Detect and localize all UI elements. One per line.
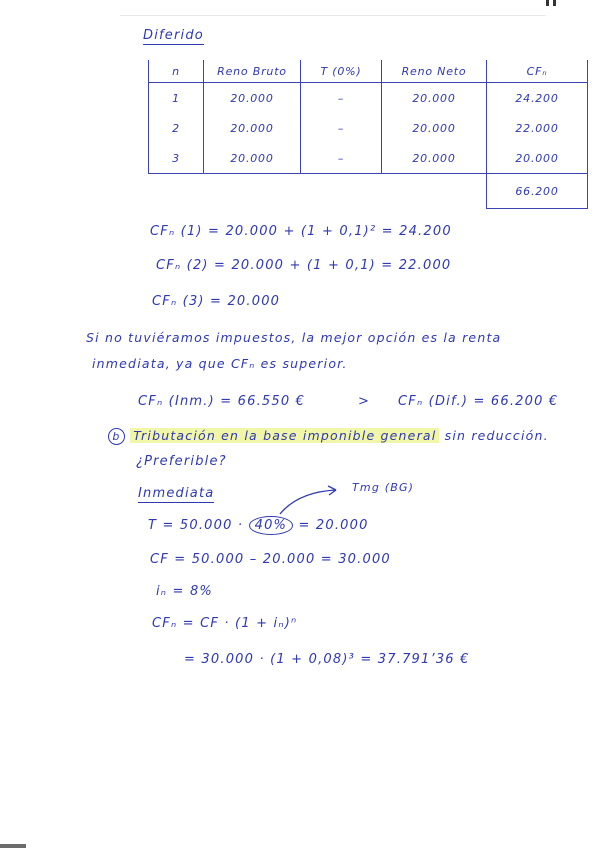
total-spacer [149, 174, 487, 209]
interest-line: iₙ = 8% [156, 584, 213, 599]
cell-gross: 20.000 [204, 143, 301, 174]
header-net-income: Reno Neto [382, 60, 487, 83]
conclusion-line-2: inmediata, ya que CFₙ es superior. [92, 356, 348, 371]
cell-net: 20.000 [382, 113, 487, 143]
formula-cfn-3: CFₙ (3) = 20.000 [152, 294, 281, 309]
scan-edge-mark [0, 844, 26, 848]
question-label: b [108, 428, 125, 445]
question-line-1 [108, 428, 549, 445]
table-row [149, 83, 588, 114]
cell-cfn: 24.200 [487, 83, 588, 114]
tax-line [148, 516, 369, 535]
cell-net: 20.000 [382, 83, 487, 114]
cell-tax: – [301, 113, 382, 143]
cfn-formula-line: CFₙ = CF · (1 + iₙ)ⁿ [152, 616, 298, 631]
cell-gross: 20.000 [204, 83, 301, 114]
conclusion-line-1: Si no tuviéramos impuestos, la mejor opción es la renta [86, 330, 502, 345]
cell-n: 3 [149, 143, 204, 174]
header-cfn: CFₙ [487, 60, 588, 83]
cash-flow-line: CF = 50.000 – 20.000 = 30.000 [150, 552, 391, 567]
comparison-left: CFₙ (Inm.) = 66.550 € [138, 394, 306, 409]
cell-n: 1 [149, 83, 204, 114]
annotation-arrow [276, 484, 352, 518]
formula-cfn-1: CFₙ (1) = 20.000 + (1 + 0,1)² = 24.200 [150, 224, 452, 239]
table-header-row [149, 60, 588, 83]
comparison-right: CFₙ (Dif.) = 66.200 € [398, 394, 559, 409]
table-row [149, 113, 588, 143]
section-heading-inmediata: Inmediata [138, 486, 215, 501]
question-line-2: ¿Preferible? [136, 454, 227, 469]
header-gross-income: Reno Bruto [204, 60, 301, 83]
cash-flow-table [148, 60, 588, 209]
formula-cfn-2: CFₙ (2) = 20.000 + (1 + 0,1) = 22.000 [156, 258, 452, 273]
tax-rate-circled: 40% [249, 516, 294, 535]
tax-line-prefix: T = 50.000 · [148, 518, 244, 533]
header-n: n [149, 60, 204, 83]
question-rest-text: sin reducción. [444, 428, 549, 443]
question-highlighted-text: Tributación en la base imponible general [130, 428, 439, 443]
cfn-result-line: = 30.000 · (1 + 0,08)³ = 37.791’36 € [184, 652, 470, 667]
cell-cfn: 22.000 [487, 113, 588, 143]
cell-cfn: 20.000 [487, 143, 588, 174]
annotation-tmg: Tmg (BG) [352, 481, 415, 494]
cell-n: 2 [149, 113, 204, 143]
cell-net: 20.000 [382, 143, 487, 174]
header-tax: T (0%) [301, 60, 382, 83]
corner-mark [546, 0, 558, 8]
section-heading-diferido: Diferido [143, 28, 204, 43]
tax-line-suffix: = 20.000 [298, 518, 369, 533]
table-total-row [149, 174, 588, 209]
cell-gross: 20.000 [204, 113, 301, 143]
top-rule [120, 15, 546, 16]
cell-tax: – [301, 143, 382, 174]
cell-total: 66.200 [487, 174, 588, 209]
comparison-operator: > [358, 394, 371, 409]
table-row [149, 143, 588, 174]
cell-tax: – [301, 83, 382, 114]
